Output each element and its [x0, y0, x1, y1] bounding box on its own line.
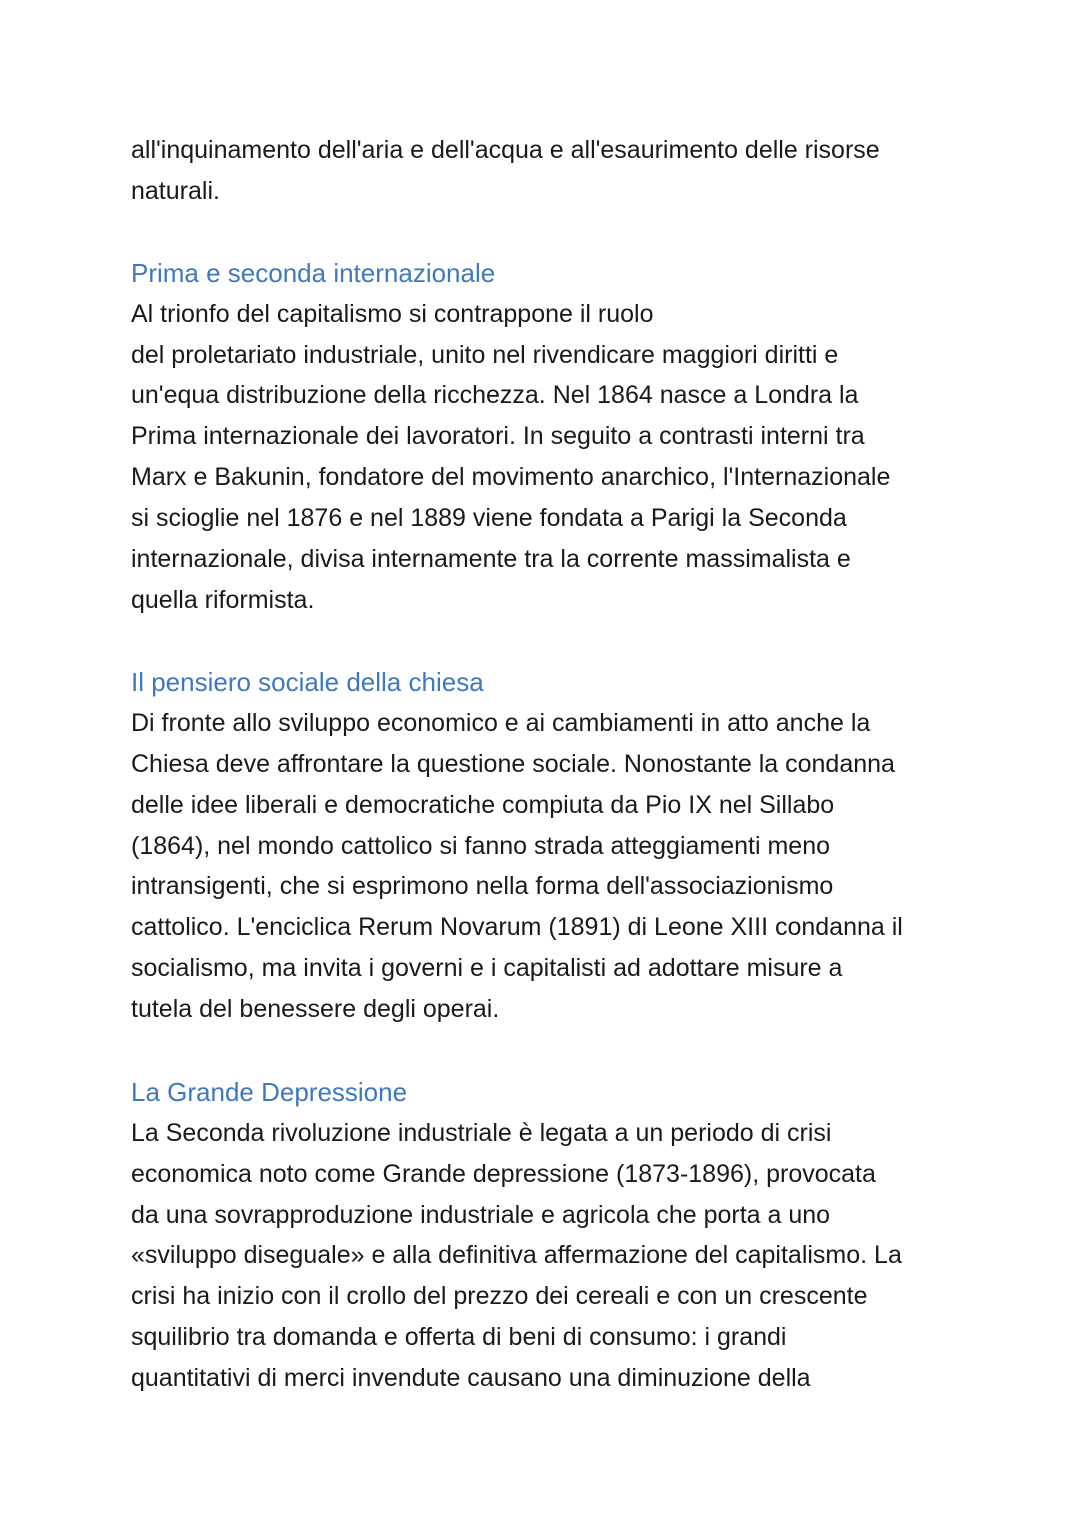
text-line: «sviluppo diseguale» e alla definitiva affermazione del capitalismo. La — [131, 1241, 902, 1269]
text-line: socialismo, ma invita i governi e i capitalisti ad adottare misure a — [131, 954, 843, 982]
text-line: Marx e Bakunin, fondatore del movimento anarchico, l'Internazionale — [131, 463, 891, 491]
text-line: crisi ha inizio con il crollo del prezzo dei cereali e con un crescente — [131, 1282, 868, 1310]
text-line: squilibrio tra domanda e offerta di beni di consumo: i grandi — [131, 1323, 787, 1351]
section-heading: La Grande Depressione — [131, 1077, 408, 1107]
text-line: quella riformista. — [131, 586, 315, 614]
text-line: si scioglie nel 1876 e nel 1889 viene fondata a Parigi la Seconda — [131, 504, 847, 532]
section-heading: Il pensiero sociale della chiesa — [131, 667, 484, 697]
text-line: del proletariato industriale, unito nel rivendicare maggiori diritti e — [131, 341, 839, 369]
text-line: delle idee liberali e democratiche compiuta da Pio IX nel Sillabo — [131, 791, 835, 819]
text-line: da una sovrapproduzione industriale e agricola che porta a uno — [131, 1201, 831, 1229]
text-line: (1864), nel mondo cattolico si fanno strada atteggiamenti meno — [131, 832, 831, 860]
text-line: Chiesa deve affrontare la questione sociale. Nonostante la condanna — [131, 750, 895, 778]
text-line: cattolico. L'enciclica Rerum Novarum (1891) di Leone XIII condanna il — [131, 913, 903, 941]
text-line: La Seconda rivoluzione industriale è legata a un periodo di crisi — [131, 1119, 832, 1147]
text-line: un'equa distribuzione della ricchezza. Nel 1864 nasce a Londra la — [131, 381, 859, 409]
text-line: internazionale, divisa internamente tra la corrente massimalista e — [131, 545, 851, 573]
text-line: Prima internazionale dei lavoratori. In seguito a contrasti interni tra — [131, 422, 865, 450]
section-heading: Prima e seconda internazionale — [131, 258, 496, 288]
text-line: economica noto come Grande depressione (1873-1896), provocata — [131, 1160, 876, 1188]
text-line: quantitativi di merci invendute causano una diminuzione della — [131, 1364, 811, 1392]
text-line: Di fronte allo sviluppo economico e ai cambiamenti in atto anche la — [131, 709, 871, 737]
text-line: intransigenti, che si esprimono nella forma dell'associazionismo — [131, 872, 834, 900]
text-line: tutela del benessere degli operai. — [131, 995, 500, 1023]
text-line: Al trionfo del capitalismo si contrappone il ruolo — [131, 300, 654, 328]
text-line: naturali. — [131, 177, 220, 205]
text-line: all'inquinamento dell'aria e dell'acqua e all'esaurimento delle risorse — [131, 136, 880, 164]
